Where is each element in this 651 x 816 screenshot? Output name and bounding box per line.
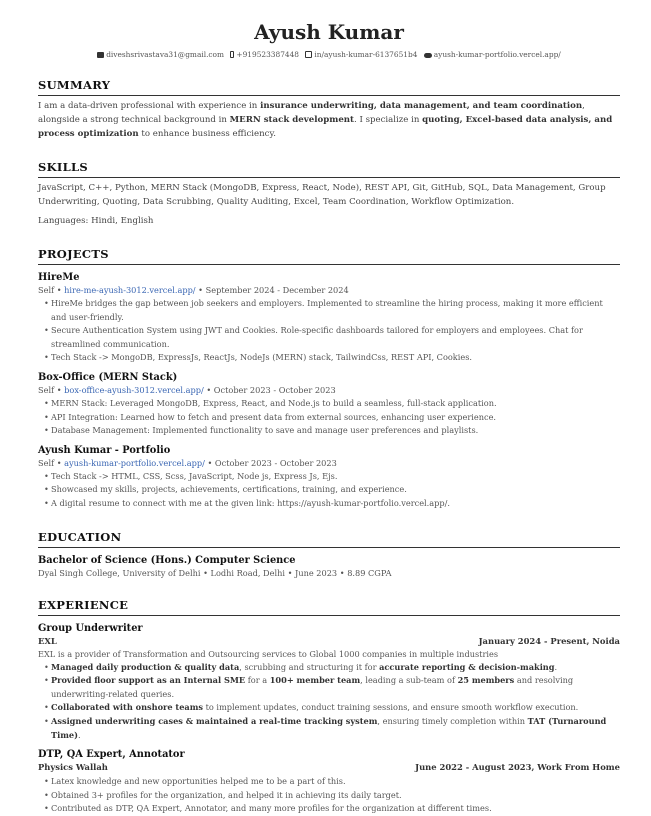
project-link[interactable]: box-office-ayush-3012.vercel.app/ — [64, 384, 204, 395]
project-name: HireMe — [38, 272, 80, 283]
list-item: • Contributed as DTP, QA Expert, Annotator, and many more profiles for the organization at different times. — [46, 802, 620, 816]
list-item: • Assigned underwriting cases & maintained a real-time tracking system, ensuring timely completion within TAT (Turnaround Time). — [46, 715, 620, 742]
section-title: EXPERIENCE — [38, 598, 620, 616]
project-link[interactable]: ayush-kumar-portfolio.vercel.app/ — [64, 457, 205, 468]
project-bullets — [38, 470, 620, 511]
list-item: • Collaborated with onshore teams to implement updates, conduct training sessions, and ensure smooth workflow execution. — [46, 701, 620, 715]
job-company: Physics Wallah — [38, 762, 108, 773]
section-title: SUMMARY — [38, 78, 620, 96]
project-link[interactable]: hire-me-ayush-3012.vercel.app/ — [64, 285, 196, 295]
list-item: • Obtained 3+ profiles for the organization, and helped it in achieving its daily target. — [46, 789, 620, 803]
list-item: • Provided floor support as an Internal SME for a 100+ member team, leading a sub-team of 25 members and resolving underwriting-related queries. — [46, 674, 620, 701]
candidate-name: Ayush Kumar — [254, 20, 404, 44]
contact-line — [38, 50, 620, 59]
skills-section — [38, 160, 620, 228]
projects-section — [38, 247, 620, 511]
job-item — [38, 748, 620, 816]
list-item: • Secure Authentication System using JWT and Cookies. Role-specific dashboards tailored for employers and employees. Chat for streamlined communication. — [46, 324, 620, 351]
list-item: • API Integration: Learned how to fetch and present data from external sources, enhancing user experience. — [46, 411, 620, 425]
linkedin-contact[interactable]: in/ayush-kumar-6137651b4 — [305, 50, 417, 59]
education-section — [38, 530, 620, 579]
section-title: EDUCATION — [38, 530, 620, 548]
project-meta: Self • ayush-kumar-portfolio.vercel.app/ • October 2023 - October 2023 — [38, 457, 337, 468]
job-bullets — [38, 775, 620, 816]
project-name: Ayush Kumar - Portfolio — [38, 444, 171, 456]
job-description: EXL is a provider of Transformation and Outsourcing services to Global 1000 companies in multiple industries — [38, 648, 499, 659]
languages: Languages: Hindi, English — [38, 216, 154, 226]
degree: Bachelor of Science (Hons.) Computer Science — [38, 554, 296, 566]
job-company-row — [38, 761, 620, 774]
list-item: • Tech Stack -> MongoDB, ExpressJs, ReactJs, NodeJs (MERN) stack, TailwindCss, REST API, Cookies. — [46, 351, 620, 365]
email-contact[interactable]: diveshsrivastava31@gmail.com — [97, 50, 224, 59]
project-meta: Self • hire-me-ayush-3012.vercel.app/ • September 2024 - December 2024 — [38, 285, 349, 295]
skills-list: JavaScript, C++, Python, MERN Stack (MongoDB, Express, React, Node), REST API, Git, GitHub, SQL, Data Management, Group Underwriting, Quoting, Data Scrubbing, Quality Auditing, Excel, Team Coordination, Workflow Optimization. — [38, 183, 606, 207]
section-title: SKILLS — [38, 160, 620, 178]
education-meta: Dyal Singh College, University of Delhi • Lodhi Road, Delhi • June 2023 • 8.89 CGPA — [38, 567, 392, 578]
list-item: • Database Management: Implemented functionality to save and manage user preferences and playlists. — [46, 424, 620, 438]
job-role: DTP, QA Expert, Annotator — [38, 749, 185, 761]
list-item: • Showcased my skills, projects, achievements, certifications, training, and experience. — [46, 483, 620, 497]
list-item: • HireMe bridges the gap between job seekers and employers. Implemented to streamline the hiring process, making it more efficient and user-friendly. — [46, 297, 620, 324]
job-bullets — [38, 661, 620, 743]
list-item: • Latex knowledge and new opportunities helped me to be a part of this. — [46, 775, 620, 789]
project-item — [38, 271, 620, 365]
summary-text: I am a data-driven professional with experience in insurance underwriting, data management, and team coordination, alongside a strong technical background in MERN stack development. I specialize in quoting, Excel-based data analysis, and process optimization to enhance business efficiency. — [38, 101, 613, 139]
list-item: • A digital resume to connect with me at the given link: https://ayush-kumar-portfolio.vercel.app/. — [46, 497, 620, 511]
phone-icon — [230, 51, 234, 58]
project-name: Box-Office (MERN Stack) — [38, 371, 178, 383]
linkedin-icon — [305, 51, 312, 58]
list-item: • MERN Stack: Leveraged MongoDB, Express, React, and Node.js to build a seamless, full-stack application. — [46, 397, 620, 411]
job-role: Group Underwriter — [38, 622, 143, 634]
job-dates-location: January 2024 - Present, Noida — [478, 635, 620, 646]
section-title: PROJECTS — [38, 247, 620, 265]
experience-section — [38, 598, 620, 816]
job-dates-location: June 2022 - August 2023, Work From Home — [415, 762, 620, 773]
list-item: • Managed daily production & quality data, scrubbing and structuring it for accurate reporting & decision-making. — [46, 661, 620, 675]
phone-contact[interactable]: +919523387448 — [230, 50, 299, 59]
job-company-row — [38, 635, 620, 648]
list-item: • Tech Stack -> HTML, CSS, Scss, JavaScript, Node js, Express Js, Ejs. — [46, 470, 620, 484]
job-item — [38, 622, 620, 743]
project-meta: Self • box-office-ayush-3012.vercel.app/ • October 2023 - October 2023 — [38, 384, 336, 395]
job-company: EXL — [38, 635, 57, 646]
portfolio-contact[interactable]: ayush-kumar-portfolio.vercel.app/ — [424, 50, 561, 59]
project-item — [38, 371, 620, 438]
project-bullets — [38, 297, 620, 365]
email-icon — [97, 52, 104, 58]
summary-section — [38, 78, 620, 141]
project-item — [38, 444, 620, 511]
project-bullets — [38, 397, 620, 438]
cloud-icon — [424, 53, 432, 58]
